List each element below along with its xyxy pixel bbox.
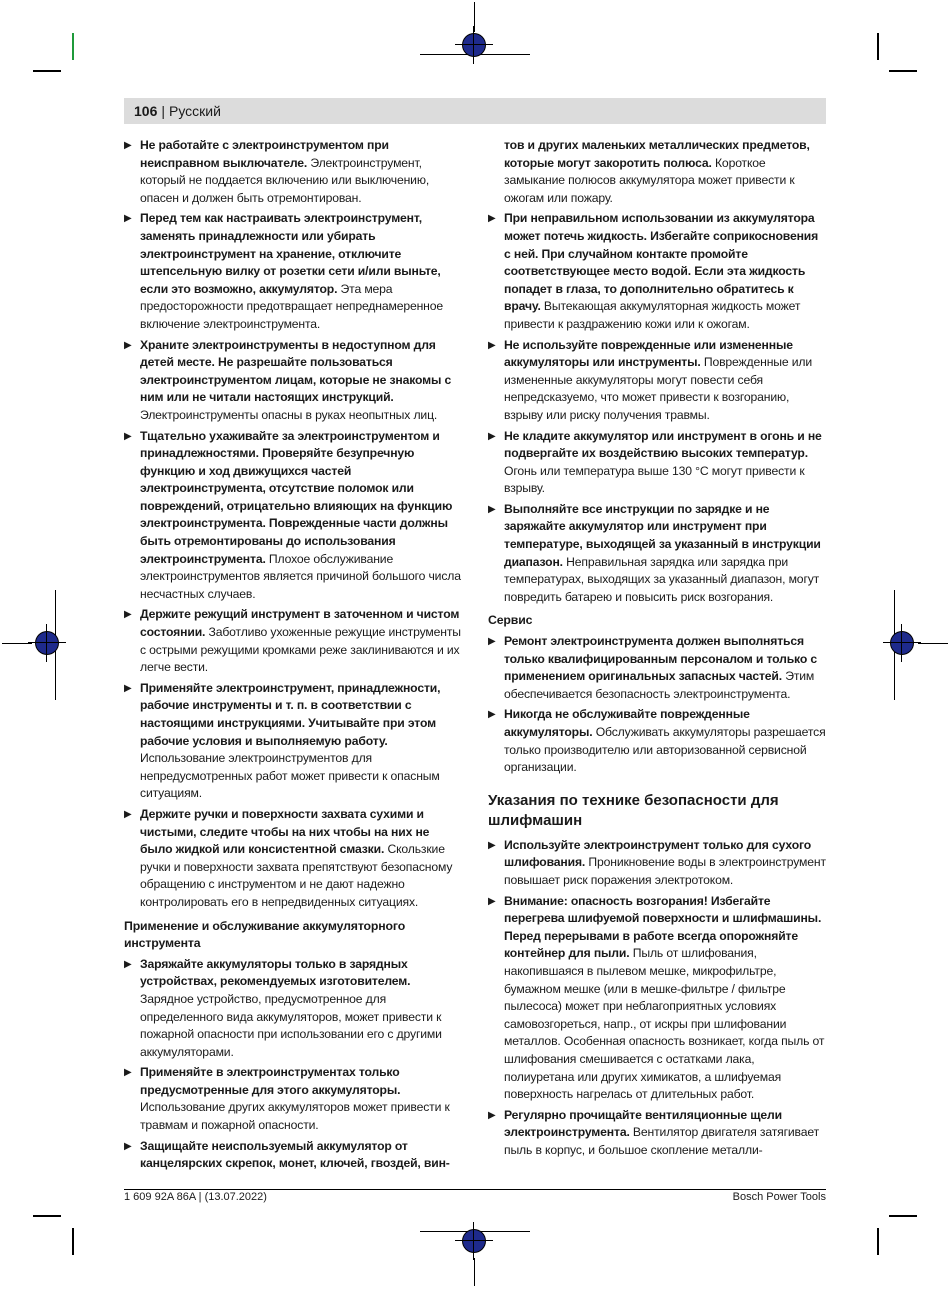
bullet-item [124,337,462,425]
crop-mark [889,70,917,72]
bullet-text: Этим обеспечивается безопасность электроинструмента. [504,669,815,701]
registration-target-icon [463,1230,485,1252]
bullet-item [488,837,826,890]
bullet-arrow-icon: ▶ [124,609,132,621]
bullet-text: Зарядное устройство, предусмотренное для определенного вида аккумуляторов, может привести к пожарной опасности при использовании его с другими аккумуляторами. [140,991,442,1059]
bullet-arrow-icon: ▶ [488,503,496,515]
bullet-item [124,680,462,803]
bullet-arrow-icon: ▶ [124,1140,132,1152]
bullet-arrow-icon: ▶ [124,682,132,694]
bullet-text: Неправильная зарядка или зарядка при температурах, выходящих за указанный диапазон, могут повредить батарею и повысить риск возгорания. [504,554,820,604]
bullet-arrow-icon: ▶ [488,1109,496,1121]
bullet-item [488,210,826,333]
bullet-bold-text: При неправильном использовании из аккумулятора может потечь жидкость. Избегайте соприкосновения с ней. При случайном контакте промойте соответствующее место водой. Если эта жидкость попадет в глаза, то дополнительно обратитесь к врачу. [504,211,819,314]
bullet-arrow-icon: ▶ [124,140,132,151]
bullet-bold-text: Выполняйте все инструкции по зарядке и не заряжайте аккумулятор или инструмент при температуре, выходящей за указанный в инструкции диапазон. [504,501,821,569]
crop-mark [877,33,879,60]
crop-mark [889,1215,917,1217]
bullet-bold-text: Используйте электроинструмент только для сухого шлифования. [504,837,812,870]
bullet-item [488,1107,826,1160]
bullet-text: Заботливо ухоженные режущие инструменты с острыми режущими кромками реже заклиниваются и их легче вести. [140,625,461,675]
bullet-arrow-icon: ▶ [488,839,496,851]
crop-mark [33,1215,61,1217]
bullet-item [124,606,462,676]
bullet-bold-text: Держите ручки и поверхности захвата сухими и чистыми, следите чтобы на них чтобы на них не было жидкой или консистентной смазки. [140,806,430,857]
bullet-bold-text: Ремонт электроинструмента должен выполняться только квалифицированным персоналом и только с применением оригинальных запасных частей. [504,634,817,684]
crop-mark [33,70,61,72]
bullet-arrow-icon: ▶ [488,636,496,648]
bullet-text: Обслуживать аккумуляторы разрешается только производителю или авторизованной сервисной организации. [504,725,826,775]
bullet-bold-text: Не используйте поврежденные или измененные аккумуляторы или инструменты. [504,337,793,370]
section-heading: Указания по технике безопасности для шлифмашин [488,791,779,829]
footer-rule [124,1189,826,1190]
registration-target-icon [36,632,58,654]
subheading-battery: Применение и обслуживание аккумуляторного инструмента [124,918,406,951]
bullet-item [124,210,462,333]
bullet-text: Вентилятор двигателя затягивает пыль в корпус, и большое скопление металли- [504,1125,819,1157]
page-number: 106 [134,103,158,119]
left-column [124,137,462,1176]
bullet-text: Вытекающая аккумуляторная жидкость может привести к раздражению кожи или к ожогам. [504,299,801,331]
footer-code: 1 609 92A 86A | (13.07.2022) [124,1191,267,1203]
subheading-service: Сервис [488,613,533,628]
bullet-text: Поврежденные или измененные аккумуляторы могут повести себя непредсказуемо, что может привести к возгоранию, взрыву или риску получения травмы. [504,355,813,422]
bullet-text: Огонь или температура выше 130 °C могут привести к взрыву. [504,463,805,496]
bullet-text: Электроинструмент, который не поддается включению или выключению, опасен и должен быть отремонтирован. [140,155,430,205]
bullet-text: Использование электроинструментов для непредусмотренных работ может привести к опасным ситуациям. [140,751,440,801]
bullet-arrow-icon: ▶ [488,430,496,442]
bullet-bold-text: Держите режущий инструмент в заточенном и чистом состоянии. [140,607,460,640]
crop-mark [72,33,74,60]
bullet-arrow-icon: ▶ [488,895,496,907]
bullet-item [124,428,462,604]
header-language: Русский [169,103,221,119]
footer-brand: Bosch Power Tools [732,1191,826,1203]
bullet-bold-text: Не работайте с электроинструментом при неисправном выключателе. [140,138,389,170]
bullet-text: Проникновение воды в электроинструмент повышает риск поражения электротоком. [504,855,826,887]
bullet-item [488,501,826,607]
crop-mark [72,1228,74,1255]
document-date: (13.07.2022) [204,1191,267,1203]
bullet-item [124,1064,462,1134]
document-code: 1 609 92A 86A [124,1191,196,1203]
continued-text: Короткое замыкание полюсов аккумулятора может привести к ожогам или пожару. [504,155,795,205]
registration-line [474,1258,475,1286]
bullet-text: Электроинструменты опасны в руках неопытных лиц. [140,407,438,422]
bullet-item [124,956,462,1062]
bullet-bold-text: Никогда не обслуживайте поврежденные аккумуляторы. [504,707,750,739]
registration-line [918,643,948,644]
bullet-bold-text: Храните электроинструменты в недоступном для детей месте. Не разрешайте пользоваться электроинструментом лицам, которые не знакомы с ним или не читали настоящих инструкций. [140,337,452,405]
bullet-text: Использование других аккумуляторов может привести к травмам и пожарной опасности. [140,1100,450,1133]
continued-bold: тов и других маленьких металлических предметов, которые могут закоротить полюса. [504,138,810,170]
registration-line [474,2,475,32]
bullet-item [488,428,826,498]
bullet-bold-text: Перед тем как настраивать электроинструмент, заменять принадлежности или убирать электроинструмент на хранение, отключите штепсельную вилку от розетки сети и/или выньте, если это возможно, аккумулятор. [140,211,441,296]
bullet-item [124,806,462,912]
bullet-arrow-icon: ▶ [488,339,496,351]
bullet-arrow-icon: ▶ [124,430,132,442]
bullet-text: Эта мера предосторожности предотвращает непреднамеренное включение электроинструмента. [140,281,444,331]
bullet-text: Пыль от шлифования, накопившаяся в пылевом мешке, микрофильтре, бумажном мешке (или в мешке-фильтре / фильтре пылесоса) может при неблагоприятных условиях самовозгореться, напр., от искры при шлифовании металлов. Особенная опасность возникает, когда пыль от шлифования смешивается с остатками лака, полиуретана или других химикатов, а шлифуемая поверхность нагрелась от длительных работ. [504,946,825,1102]
bullet-arrow-icon: ▶ [124,213,132,225]
bullet-arrow-icon: ▶ [488,213,496,225]
bullet-bold-text: Регулярно прочищайте вентиляционные щели электроинструмента. [504,1107,782,1140]
bullet-bold-text: Применяйте в электроинструментах только предусмотренные для этого аккумуляторы. [140,1065,401,1097]
bullet-item [488,337,826,425]
header-separator: | [161,103,165,119]
bullet-arrow-icon: ▶ [124,808,132,820]
bullet-bold-text: Применяйте электроинструмент, принадлежности, рабочие инструменты и т. п. в соответствии с настоящими инструкциями. Учитывайте при этом рабочие условия и выполняемую работу. [140,680,441,748]
bullet-bold-text: Защищайте неиспользуемый аккумулятор от канцелярских скрепок, монет, ключей, гвоздей, вин- [140,1138,450,1171]
bullet-bold-text: Заряжайте аккумуляторы только в зарядных устройствах, рекомендуемых изготовителем. [140,956,411,989]
registration-line [2,643,32,644]
bullet-item [488,633,826,703]
registration-target-icon [463,34,485,56]
bullet-text: Плохое обслуживание электроинструментов является причиной большого числа несчастных случаев. [140,551,461,601]
bullet-item [124,1138,462,1173]
bullet-item [488,893,826,1104]
bullet-bold-text: Внимание: опасность возгорания! Избегайте перегрева шлифуемой поверхности и шлифмашины. Перед перерывами в работе всегда опорожняйте контейнер для пыли. [504,893,822,961]
bullet-arrow-icon: ▶ [124,339,132,351]
right-column [488,137,826,1162]
bullet-text: Скользкие ручки и поверхности захвата препятствуют безопасному обращению с инструментом и не дают надежно контролировать его в непредвиденных ситуациях. [140,842,453,909]
bullet-arrow-icon: ▶ [488,709,496,721]
page-header [124,98,826,124]
bullet-arrow-icon: ▶ [124,1067,132,1079]
bullet-bold-text: Тщательно ухаживайте за электроинструментом и принадлежностями. Проверяйте безупречную функцию и ход движущихся частей электроинструмента, отсутствие поломок или повреждений, отрицательно влияющих на функцию электроинструмента. Поврежденные части должны быть отремонтированы до использования электроинструмента. [140,428,453,566]
bullet-arrow-icon: ▶ [124,958,132,970]
crop-mark [877,1228,879,1255]
bullet-item [124,137,462,207]
continued-paragraph [488,137,826,207]
bullet-item [488,706,826,776]
registration-target-icon [891,632,913,654]
bullet-bold-text: Не кладите аккумулятор или инструмент в огонь и не подвергайте их воздействию высоких температур. [504,428,822,461]
